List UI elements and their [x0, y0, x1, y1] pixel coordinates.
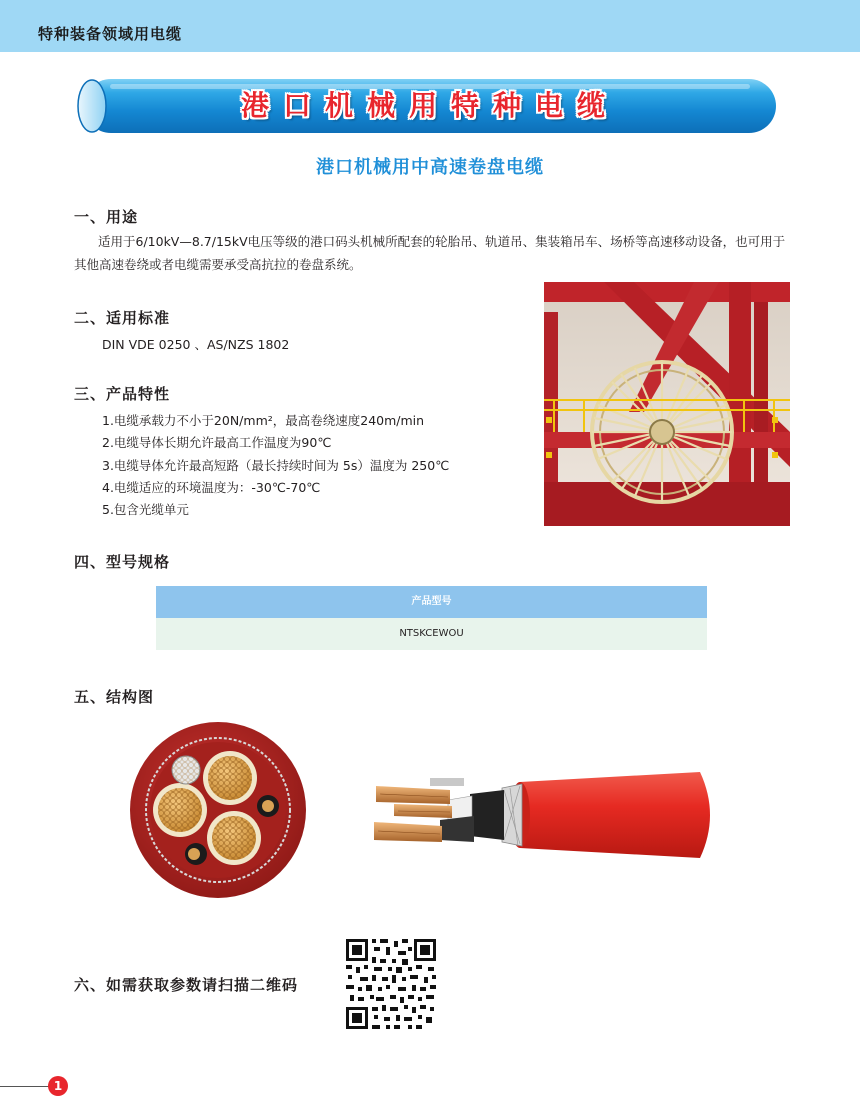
page-footer-line	[0, 1086, 54, 1087]
page-subtitle: 港口机械用中高速卷盘电缆	[316, 157, 544, 178]
title-banner	[70, 78, 790, 134]
feature-item: 2.电缆导体长期允许最高工作温度为90℃	[102, 435, 332, 450]
page-number: 1	[48, 1076, 68, 1096]
table-value-cell: NTSKCEWOU	[156, 618, 707, 650]
qr-heading: 六、如需获取参数请扫描二维码	[74, 976, 299, 994]
usage-heading: 一、用途	[74, 208, 139, 226]
standards-heading: 二、适用标准	[74, 309, 171, 327]
cable-structure-illustration	[370, 760, 720, 870]
features-heading: 三、产品特性	[74, 385, 171, 403]
cable-reel-photo	[544, 282, 790, 526]
banner-title: 港口机械用特种电缆	[240, 89, 619, 122]
usage-text: 适用于6/10kV—8.7/15kV电压等级的港口码头机械所配套的轮胎吊、轨道吊、集装箱吊车、场桥等高速移动设备，也可用于其他高速卷绕或者电缆需要承受高抗拉的卷盘系统。	[74, 234, 786, 272]
feature-item: 3.电缆导体允许最高短路（最长持续时间为 5s）温度为 250℃	[102, 458, 450, 473]
cable-cross-section-diagram	[128, 720, 308, 900]
qr-code-image[interactable]	[344, 937, 438, 1031]
table-header-cell: 产品型号	[156, 586, 707, 618]
feature-item: 4.电缆适应的环境温度为：-30℃-70℃	[102, 480, 321, 495]
model-table	[156, 586, 707, 650]
feature-item: 1.电缆承载力不小于20N/mm²，最高卷绕速度240m/min	[102, 413, 425, 428]
structure-heading: 五、结构图	[74, 688, 155, 706]
category-label: 特种装备领域用电缆	[38, 25, 183, 43]
model-heading: 四、型号规格	[74, 553, 171, 571]
feature-item: 5.包含光缆单元	[102, 502, 189, 517]
top-band	[0, 0, 860, 52]
standards-text: DIN VDE 0250 、AS/NZS 1802	[102, 337, 290, 352]
